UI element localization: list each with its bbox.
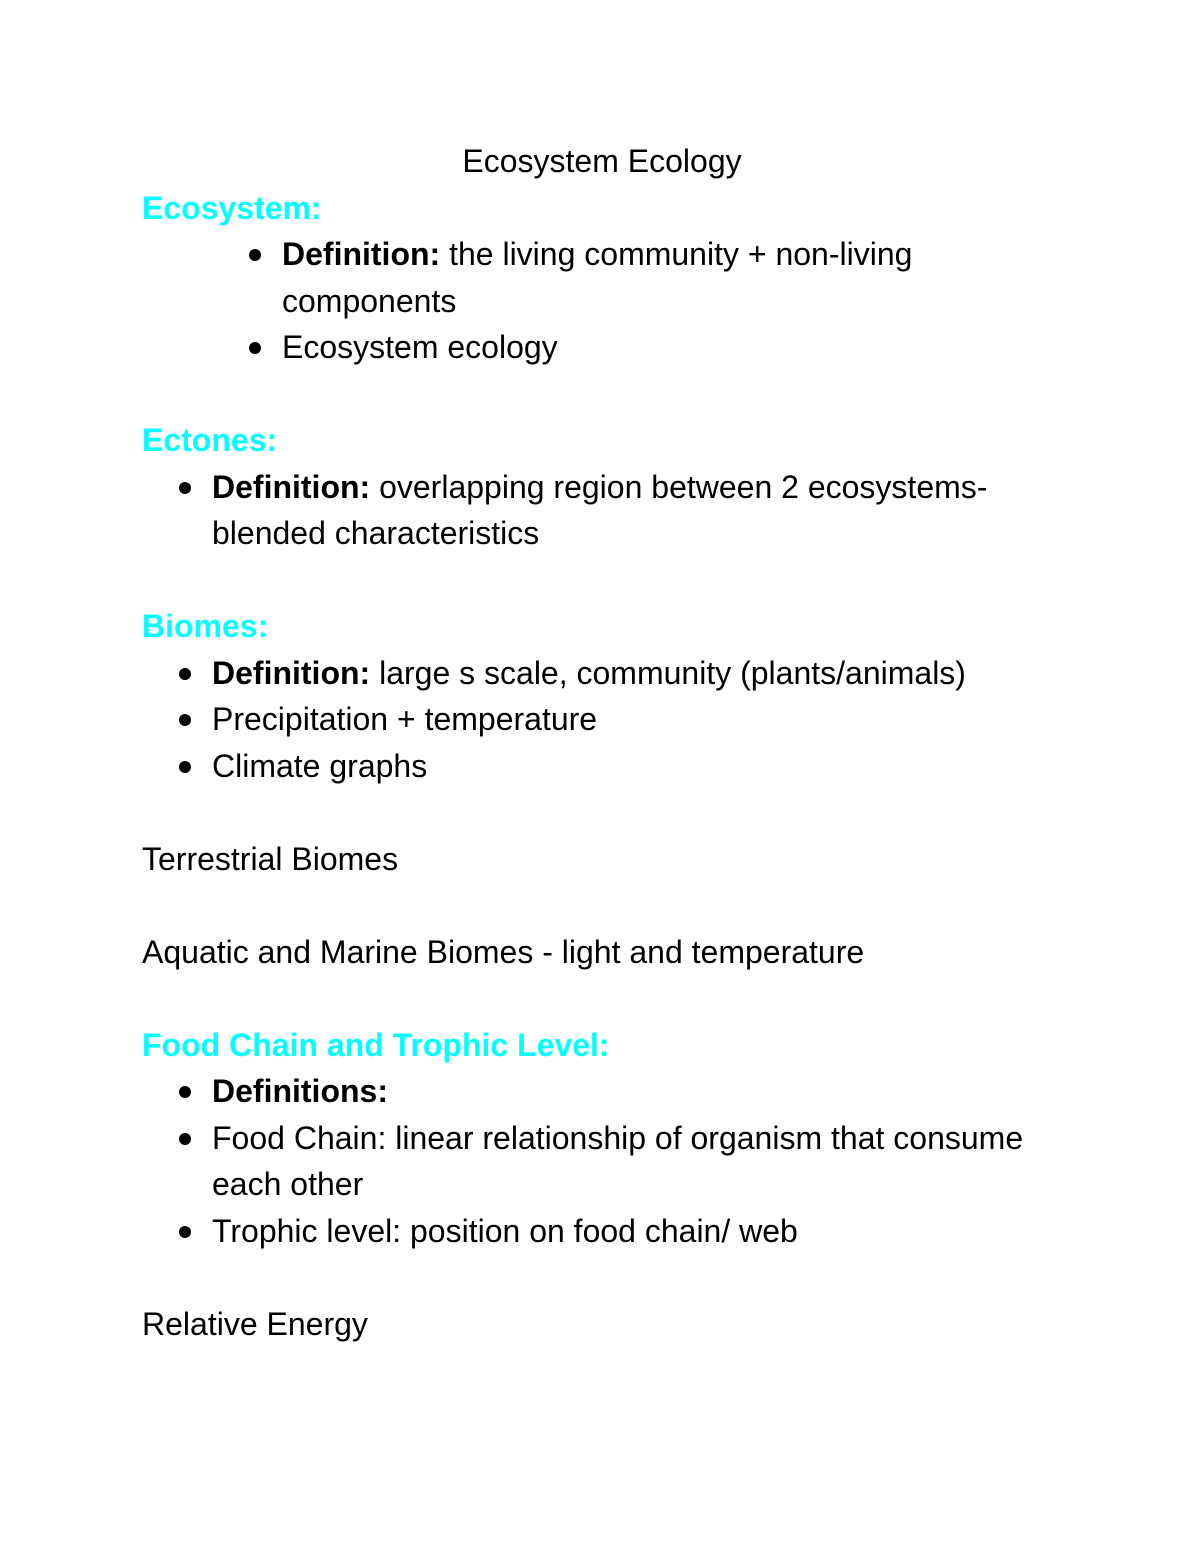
list-item-text: Food Chain: linear relationship of organism that consume each other bbox=[212, 1119, 1024, 1202]
definition-label: Definition: bbox=[282, 236, 441, 272]
list-item bbox=[212, 1115, 1062, 1208]
ecosystem-list bbox=[142, 231, 1062, 371]
list-item bbox=[212, 650, 1062, 697]
list-item bbox=[212, 743, 1062, 790]
section-heading-food-chain: Food Chain and Trophic Level: bbox=[142, 1026, 610, 1063]
list-item bbox=[212, 464, 1062, 557]
bullet-icon bbox=[249, 249, 261, 261]
bullet-icon bbox=[179, 761, 191, 773]
bullet-icon bbox=[179, 1133, 191, 1145]
ectones-list bbox=[142, 464, 1062, 557]
bullet-icon bbox=[179, 1226, 191, 1238]
food-chain-list bbox=[142, 1068, 1062, 1254]
list-item bbox=[282, 231, 1062, 324]
bullet-icon bbox=[179, 714, 191, 726]
definition-text: overlapping region between 2 ecosystems- blended characteristics bbox=[212, 468, 988, 551]
definition-text: large s scale, community (plants/animals) bbox=[370, 654, 966, 691]
relative-energy-text: Relative Energy bbox=[142, 1305, 368, 1342]
biomes-list bbox=[142, 650, 1062, 790]
list-item-text: Precipitation + temperature bbox=[212, 701, 598, 737]
terrestrial-biomes-text: Terrestrial Biomes bbox=[142, 840, 399, 877]
section-heading-ecosystem: Ecosystem: bbox=[142, 189, 322, 226]
list-item bbox=[282, 324, 1062, 371]
aquatic-biomes-text: Aquatic and Marine Biomes - light and temperature bbox=[142, 933, 865, 970]
list-item-text: Climate graphs bbox=[212, 747, 428, 784]
definitions-label: Definitions: bbox=[212, 1073, 388, 1109]
definition-label: Definition: bbox=[212, 468, 371, 505]
document-content bbox=[142, 138, 1062, 1347]
list-item bbox=[212, 1068, 1062, 1115]
section-heading-ectones: Ectones: bbox=[142, 422, 278, 458]
bullet-icon bbox=[249, 342, 261, 354]
bullet-icon bbox=[179, 668, 191, 680]
bullet-icon bbox=[179, 1086, 191, 1098]
list-item bbox=[212, 1208, 1062, 1255]
section-heading-biomes: Biomes: bbox=[142, 608, 269, 644]
bullet-icon bbox=[179, 482, 191, 494]
definition-label: Definition: bbox=[212, 654, 371, 691]
list-item-text: Trophic level: position on food chain/ web bbox=[212, 1212, 798, 1249]
list-item bbox=[212, 696, 1062, 743]
definition-text: the living community + non-living components bbox=[282, 236, 913, 319]
list-item-text: Ecosystem ecology bbox=[282, 329, 558, 365]
page-title: Ecosystem Ecology bbox=[462, 143, 742, 179]
